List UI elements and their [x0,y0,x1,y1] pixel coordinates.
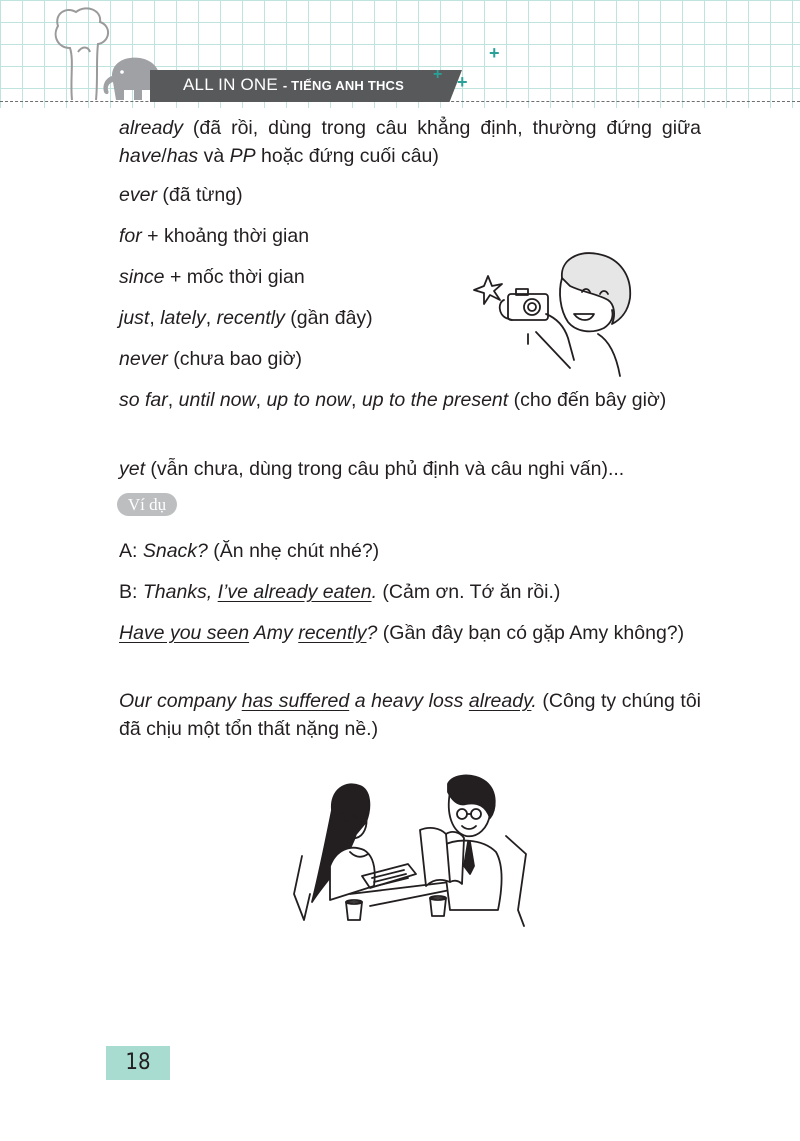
meaning-text: (vẫn chưa, dùng trong câu phủ định và câu nghi vấn)... [145,458,625,480]
book-title-subtitle: - TIẾNG ANH THCS [282,78,405,93]
example-2 [119,578,701,606]
speaker-label: B: [119,581,143,603]
example-highlight: already [468,690,532,712]
tree-icon [56,8,108,100]
term-so-far: so far [119,389,168,411]
term-ever: ever [119,184,157,206]
term-have: have [119,145,162,167]
adverb-so-far [119,386,701,414]
speaker-label: A: [119,540,143,562]
example-english: . [531,690,537,712]
meaning-text: (gần đây) [284,307,373,329]
cup-icon [346,900,362,920]
term-since: since [119,266,165,288]
cup-icon [430,896,446,916]
comma-text: , [351,389,362,411]
hair [562,253,630,324]
term-up-to-now: up to now [266,389,351,411]
example-english: Amy [249,622,299,644]
adverb-ever [119,181,701,209]
plus-icon: + [489,43,500,63]
example-translation: (Cảm ơn. Tớ ăn rồi.) [377,581,561,603]
adverb-for [119,222,701,250]
example-english: ? [366,622,378,644]
comma-text: , [167,389,179,411]
adverb-yet [119,455,701,483]
person-taking-photo-illustration [470,248,640,380]
example-translation: (Ăn nhẹ chút nhé?) [207,540,380,562]
example-english: a heavy loss [349,690,469,712]
term-pp: PP [229,145,256,167]
man-chair [506,836,526,926]
adverb-already [119,114,701,170]
example-english: Snack? [142,540,208,562]
example-1 [119,537,701,565]
example-4 [119,687,701,743]
two-people-reading-menu-illustration [290,770,535,932]
slash-text: / [161,145,167,167]
arm [546,314,574,360]
term-just: just [119,307,150,329]
page-number: 18 [125,1050,151,1075]
term-recently: recently [216,307,285,329]
meaning-text: + mốc thời gian [164,266,305,288]
meaning-text: hoặc đứng cuối câu) [255,145,439,167]
example-3 [119,619,701,647]
mouth [574,314,594,320]
plus-icon: + [433,66,443,83]
woman-chair [294,856,310,920]
term-yet: yet [119,458,146,480]
example-label: Ví dụ [117,493,177,516]
comma-text: , [205,307,217,329]
shoulder [598,334,620,376]
example-highlight: Have you seen [119,622,250,644]
example-english: . [371,581,377,603]
conjunction-text: và [198,145,230,167]
term-for: for [119,225,142,247]
term-lately: lately [160,307,206,329]
example-highlight: I’ve already eaten [217,581,372,603]
meaning-text: (chưa bao giờ) [167,348,303,370]
term-up-to-the-present: up to the present [361,389,509,411]
sparkle-icon [474,276,502,304]
term-never: never [119,348,168,370]
example-translation: (Công ty chúng tôi đã chịu một tổn thất nặng nề.) [119,690,701,740]
example-highlight: has suffered [241,690,350,712]
plus-icon: + [457,72,468,92]
book-title [183,75,404,95]
meaning-text: (đã rồi, dùng trong câu khẳng định, thường đứng giữa [182,117,701,139]
example-english: Our company [119,690,242,712]
menu-open [420,828,450,886]
term-has: has [166,145,199,167]
term-already: already [119,117,183,139]
comma-text: , [255,389,267,411]
comma-text: , [149,307,161,329]
term-until-now: until now [178,389,256,411]
example-english: Thanks, [142,581,218,603]
book-title-main: ALL IN ONE [183,75,278,94]
meaning-text: (cho đến bây giờ) [508,389,667,411]
camera-icon [508,289,548,320]
example-highlight: recently [298,622,367,644]
example-translation: (Gần đây bạn có gặp Amy không?) [377,622,685,644]
meaning-text: + khoảng thời gian [141,225,310,247]
meaning-text: (đã từng) [156,184,243,206]
